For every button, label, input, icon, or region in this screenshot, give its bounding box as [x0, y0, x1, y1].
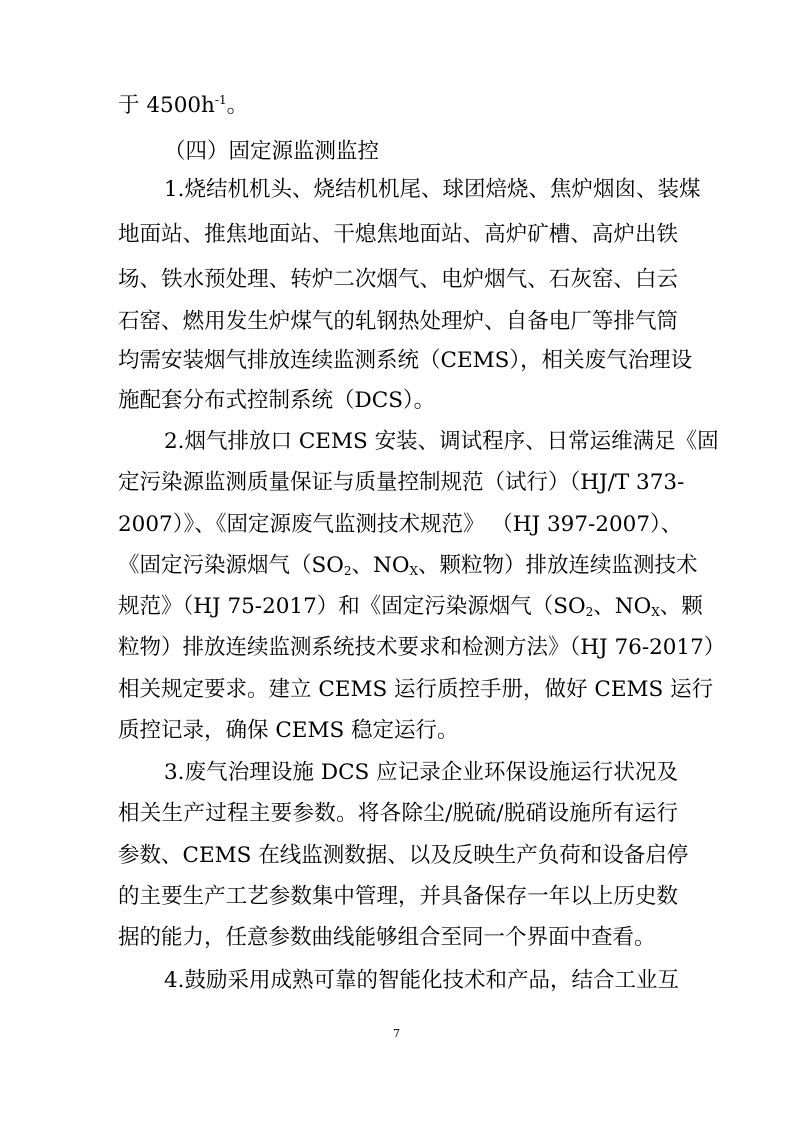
paragraph-3-line: 的主要生产工艺参数集中管理，并具备保存一年以上历史数 [118, 884, 678, 909]
paragraph-3-line: 参数、CEMS 在线监测数据、以及反映生产负荷和设备启停 [118, 843, 689, 868]
subscript: 2 [343, 564, 352, 578]
paragraph-3-line: 相关生产过程主要参数。将各除尘/脱硫/脱硝设施所有运行 [118, 801, 678, 826]
text-run: 、颗粒物）排放连续监测技术 [418, 553, 698, 578]
text-run: 、NO [593, 594, 652, 619]
paragraph-1-line: 施配套分布式控制系统（DCS）。 [118, 388, 436, 413]
paragraph-1-line: 均需安装烟气排放连续监测系统（CEMS），相关废气治理设 [118, 348, 693, 373]
text-run: 。 [226, 93, 249, 118]
section-heading: （四）固定源监测监控 [164, 139, 380, 164]
text-run: 规范》（HJ 75-2017）和《固定污染源烟气（SO [118, 594, 586, 619]
paragraph-2-line: 定污染源监测质量保证与质量控制规范（试行）（HJ/T 373- [118, 470, 685, 495]
paragraph-1-line: 地面站、推焦地面站、干熄焦地面站、高炉矿槽、高炉出铁 [118, 222, 678, 247]
paragraph-2-line: 2.烟气排放口 CEMS 安装、调试程序、日常运维满足《固 [164, 429, 719, 454]
paragraph-1-line: 石窑、燃用发生炉煤气的轧钢热处理炉、自备电厂等排气筒 [118, 309, 678, 334]
paragraph-2-line: 粒物）排放连续监测系统技术要求和检测方法》（HJ 76-2017） [118, 635, 726, 660]
body-line [118, 86, 678, 126]
subscript: X [409, 564, 418, 578]
text-run: 、颗 [659, 594, 703, 619]
subscript: 2 [585, 605, 594, 619]
page-number: 7 [393, 1027, 400, 1040]
paragraph-3-line: 据的能力，任意参数曲线能够组合至同一个界面中查看。 [118, 925, 656, 950]
text-run: 于 4500h [118, 93, 215, 118]
paragraph-2-line [118, 546, 698, 586]
paragraph-1-line: 场、铁水预处理、转炉二次烟气、电炉烟气、石灰窑、白云 [118, 267, 678, 292]
paragraph-2-line: 相关规定要求。建立 CEMS 运行质控手册，做好 CEMS 运行 [118, 677, 714, 702]
text-run: 《固定污染源烟气（SO [118, 553, 344, 578]
text-run: 、NO [351, 553, 410, 578]
paragraph-2-line: 质控记录，确保 CEMS 稳定运行。 [118, 718, 459, 743]
paragraph-4-line: 4.鼓励采用成熟可靠的智能化技术和产品，结合工业互 [164, 968, 680, 993]
subscript: X [651, 605, 660, 619]
paragraph-2-line: 2007）》、《固定源废气监测技术规范》 （HJ 397-2007）、 [118, 512, 683, 537]
paragraph-3-line: 3.废气治理设施 DCS 应记录企业环保设施运行状况及 [164, 760, 678, 785]
paragraph-2-line [118, 587, 703, 627]
superscript: -1 [214, 92, 227, 107]
paragraph-1-line: 1.烧结机机头、烧结机机尾、球团焙烧、焦炉烟囱、装煤 [164, 177, 701, 202]
